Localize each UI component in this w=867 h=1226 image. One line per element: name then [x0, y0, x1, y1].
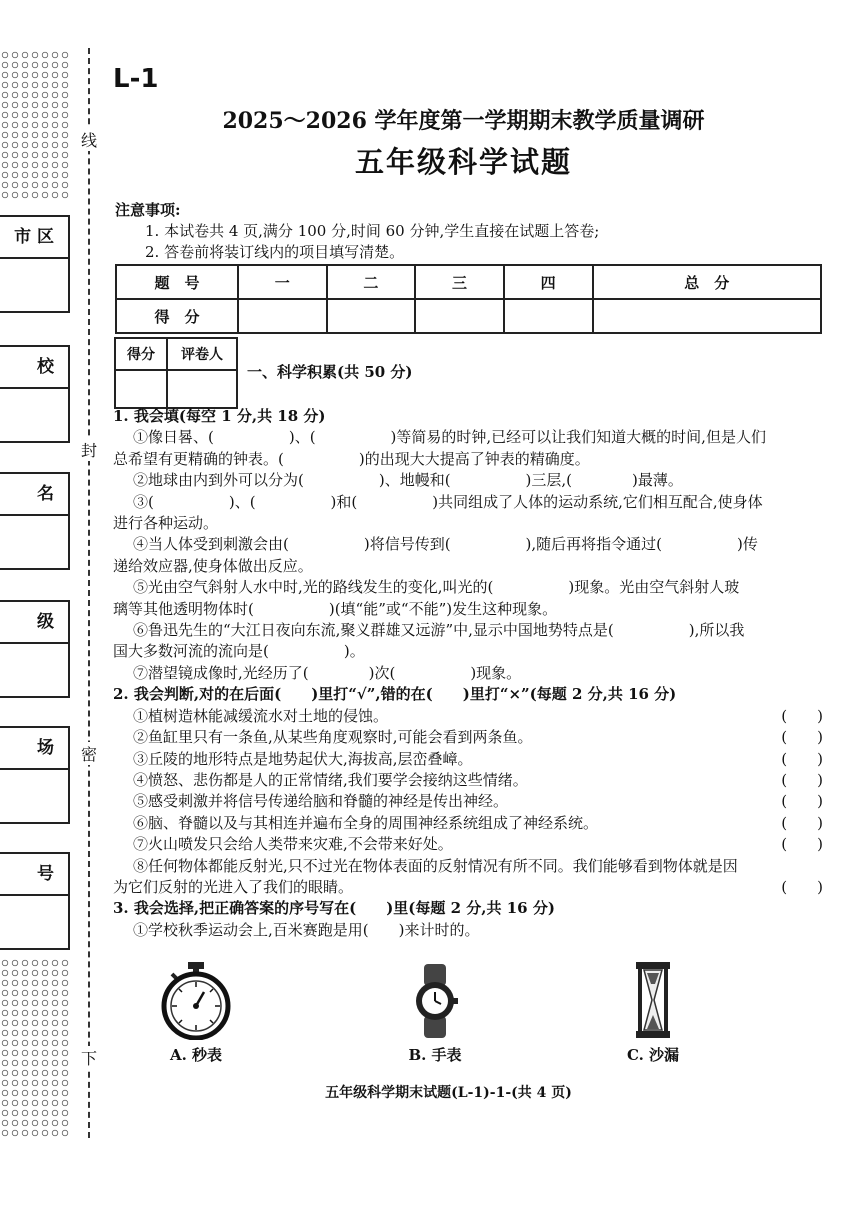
question-line: 递给效应器,使身体做出反应。 — [113, 556, 313, 575]
field-school — [0, 345, 70, 443]
answer-paren[interactable]: ( ) — [781, 728, 823, 747]
question-line: 进行各种运动。 — [113, 514, 219, 533]
score-cell[interactable] — [238, 299, 327, 333]
questions — [113, 406, 825, 941]
judge-item — [113, 727, 825, 748]
section-title: 一、科学积累(共 50 分) — [247, 363, 413, 381]
question-line: ⑤光由空气斜射人水中时,光的路线发生的变化,叫光的( )现象。光由空气斜射人玻 — [133, 578, 740, 597]
field-label: 名 — [0, 474, 68, 516]
binding-mark: 下 — [80, 1046, 98, 1069]
option-label: C. 沙漏 — [626, 1046, 680, 1064]
page-subtitle: 五年级科学试题 — [354, 145, 572, 179]
field-city — [0, 215, 70, 313]
judge-item — [113, 834, 825, 855]
binding-mark: 密 — [80, 742, 98, 765]
judge-item — [113, 749, 825, 770]
grader-table — [114, 337, 238, 409]
hourglass-icon — [633, 960, 673, 1040]
option-a[interactable] — [150, 960, 242, 1065]
question-line: ⑦潜望镜成像时,光经历了( )次( )现象。 — [133, 663, 522, 682]
field-label: 级 — [0, 602, 68, 644]
judge-item — [113, 813, 825, 834]
judge-text: ⑤感受刺激并将信号传递给脑和脊髓的神经是传出神经。 — [133, 792, 509, 811]
table-header: 二 — [327, 265, 416, 299]
answer-paren[interactable]: ( ) — [781, 706, 823, 725]
table-row — [115, 338, 237, 370]
table-row — [115, 370, 237, 408]
option-c[interactable] — [618, 960, 688, 1065]
question-line: ⑧任何物体都能反射光,只不过光在物体表面的反射情况有所不同。我们能够看到物体就是因 — [133, 856, 738, 875]
judge-text: ②鱼缸里只有一条鱼,从某些角度观察时,可能会看到两条鱼。 — [133, 728, 533, 747]
table-row — [116, 265, 821, 299]
field-exam-room — [0, 726, 70, 824]
judge-text: ④愤怒、悲伤都是人的正常情绪,我们要学会接纳这些情绪。 — [133, 770, 528, 789]
question-line: ①像日晷、( )、( )等简易的时钟,已经可以让我们知道大概的时间,但是人们 — [133, 428, 766, 447]
answer-paren[interactable]: ( ) — [781, 877, 823, 896]
notice-item: 2. 答卷前将装订线内的项目填写清楚。 — [145, 243, 405, 261]
question-line: 总希望有更精确的钟表。( )的出现大大提高了钟表的精确度。 — [113, 449, 590, 468]
score-cell[interactable] — [504, 299, 593, 333]
answer-paren[interactable]: ( ) — [781, 770, 823, 789]
notice — [115, 200, 599, 263]
question-line: ①学校秋季运动会上,百米赛跑是用( )来计时的。 — [133, 920, 480, 939]
judge-text: ⑦火山喷发只会给人类带来灾难,不会带来好处。 — [133, 835, 453, 854]
field-label: 市 区 — [0, 217, 68, 259]
score-label: 得分 — [115, 338, 167, 370]
judge-text: ③丘陵的地形特点是地势起伏大,海拔高,层峦叠嶂。 — [133, 749, 473, 768]
score-cell[interactable] — [415, 299, 504, 333]
score-table — [115, 264, 822, 334]
score-cell[interactable] — [327, 299, 416, 333]
answer-paren[interactable]: ( ) — [781, 835, 823, 854]
answer-paren[interactable]: ( ) — [781, 813, 823, 832]
grader-label: 评卷人 — [167, 338, 237, 370]
notice-item: 1. 本试卷共 4 页,满分 100 分,时间 60 分钟,学生直接在试题上答卷; — [145, 222, 600, 240]
judge-item — [113, 791, 825, 812]
grader-cell[interactable] — [167, 370, 237, 408]
field-class — [0, 600, 70, 698]
table-header: 一 — [238, 265, 327, 299]
answer-paren[interactable]: ( ) — [781, 749, 823, 768]
paper-code: L-1 — [113, 64, 159, 94]
table-row — [116, 299, 821, 333]
question-title: 3. 我会选择,把正确答案的序号写在( )里(每题 2 分,共 16 分) — [113, 899, 555, 918]
question-title: 1. 我会填(每空 1 分,共 18 分) — [113, 407, 326, 425]
question-line: ②地球由内到外可以分为( )、地幔和( )三层,( )最薄。 — [133, 471, 683, 490]
option-label: A. 秒表 — [169, 1046, 223, 1064]
question-title: 2. 我会判断,对的在后面( )里打“√”,错的在( )里打“×”(每题 2 分,共 16 分) — [113, 685, 677, 704]
question-line: 国大多数河流的流向是( )。 — [113, 642, 365, 661]
judge-text: ⑥脑、脊髓以及与其相连并遍布全身的周围神经系统组成了神经系统。 — [133, 813, 599, 832]
notice-heading: 注意事项: — [115, 201, 181, 219]
score-cell[interactable] — [593, 299, 822, 333]
row-label: 得 分 — [116, 299, 238, 333]
question-line: ③( )、( )和( )共同组成了人体的运动系统,它们相互配合,使身体 — [133, 492, 763, 511]
option-b[interactable] — [400, 962, 470, 1065]
judge-item — [113, 877, 825, 898]
field-label: 号 — [0, 854, 68, 896]
option-label: B. 手表 — [408, 1046, 462, 1064]
judge-item — [113, 770, 825, 791]
question-line: ⑥鲁迅先生的“大江日夜向东流,聚义群雄又远游”中,显示中国地势特点是( ),所以我 — [133, 621, 745, 640]
page-footer: 五年级科学期末试题(L-1)-1-(共 4 页) — [325, 1085, 572, 1101]
question-line: 璃等其他透明物体时( )(填“能”或“不能”)发生这种现象。 — [113, 599, 558, 618]
field-label: 校 — [0, 347, 68, 389]
table-header: 总 分 — [593, 265, 822, 299]
judge-item — [113, 706, 825, 727]
stopwatch-icon — [158, 960, 234, 1040]
field-seat-number — [0, 852, 70, 950]
table-header: 三 — [415, 265, 504, 299]
page-title: 2025～2026 学年度第一学期期末教学质量调研 — [222, 108, 705, 134]
field-name — [0, 472, 70, 570]
option-images — [0, 960, 867, 1070]
table-header: 四 — [504, 265, 593, 299]
answer-paren[interactable]: ( ) — [781, 792, 823, 811]
table-header: 题 号 — [116, 265, 238, 299]
binding-mark: 线 — [80, 128, 98, 151]
judge-text: ①植树造林能减缓流水对土地的侵蚀。 — [133, 706, 389, 725]
binding-mark: 封 — [80, 438, 98, 461]
field-label: 场 — [0, 728, 68, 770]
question-line: ④当人体受到刺激会由( )将信号传到( ),随后再将指令通过( )传 — [133, 535, 758, 554]
score-cell[interactable] — [115, 370, 167, 408]
judge-text: 为它们反射的光进入了我们的眼睛。 — [113, 877, 354, 896]
wristwatch-icon — [410, 962, 460, 1040]
